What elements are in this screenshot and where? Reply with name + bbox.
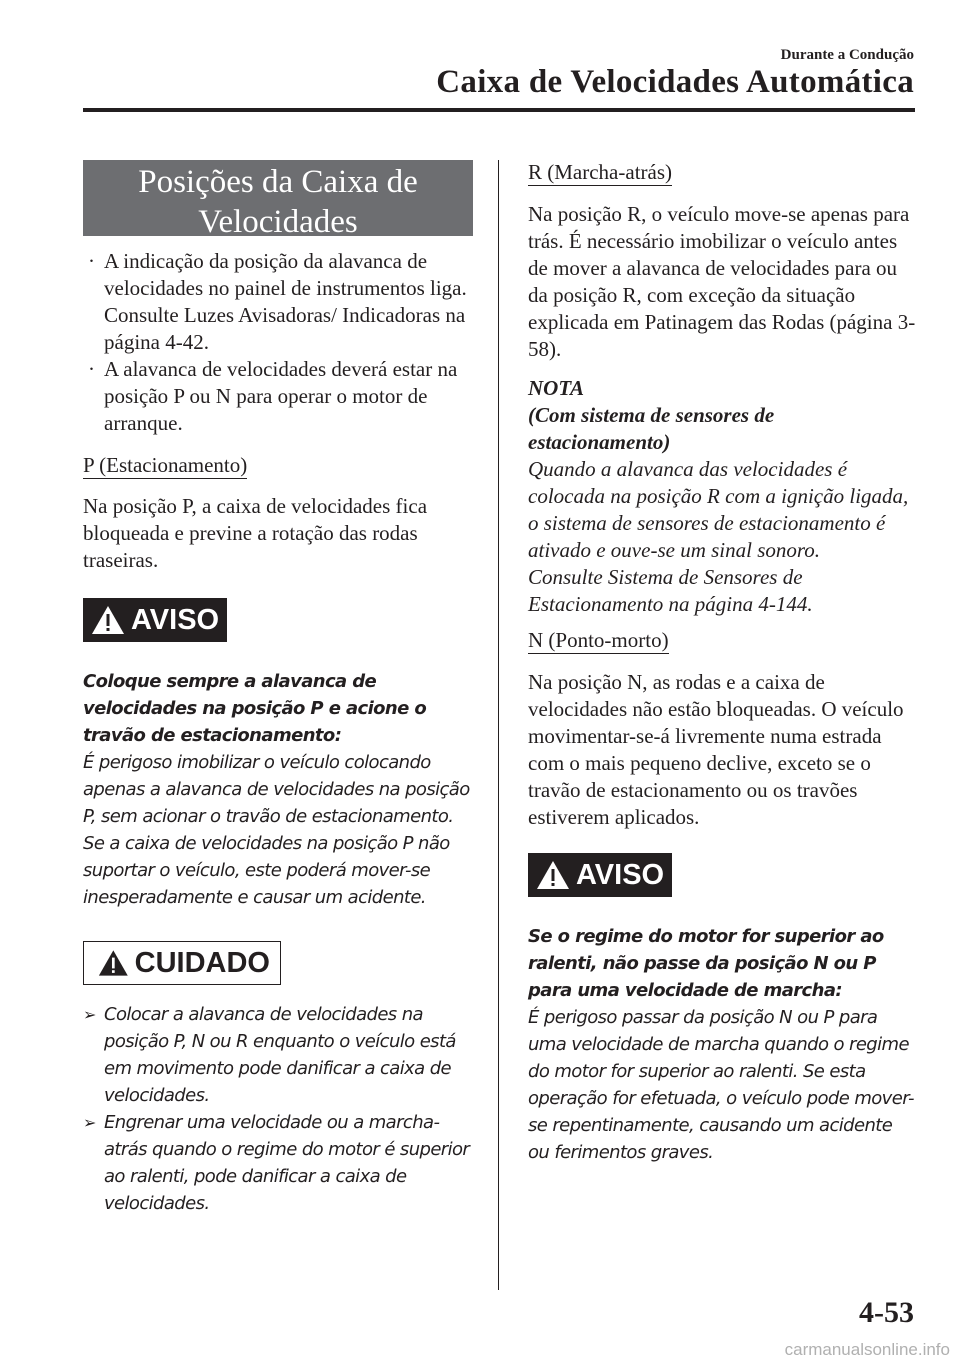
- caution-badge: CUIDADO: [83, 941, 281, 985]
- arrow-icon: ➢: [83, 1113, 96, 1132]
- list-item: · A alavanca de velocidades deverá estar na posição P ou N para operar o motor de arranque.: [88, 357, 458, 435]
- section-title-box: [83, 160, 473, 240]
- warning-triangle-icon: [98, 948, 129, 978]
- bullet-dot-icon: ·: [88, 357, 95, 381]
- warning-body: Coloque sempre a alavanca de velocidades na posição P e acione o travão de estacionamento: É perigoso imobilizar o veículo colocando apenas a alavanca de velocidades na posição P, sem acionar o travão de estacionamento. Se a caixa de velocidades na posição P não suportar o veículo, este poderá mover-se inesperadamente e causar um acidente.: [83, 671, 470, 908]
- r-body: Na posição R, o veículo move-se apenas para trás. É necessário imobilizar o veículo antes de mover a alavanca de velocidades para ou da posição R, com exceção da situação explicada em Patinagem das Rodas (página 3-58).: [528, 202, 916, 361]
- chapter-label: Durante a Condução: [780, 47, 914, 63]
- caution-list: [83, 1001, 473, 1217]
- warning-badge: AVISO: [83, 598, 227, 642]
- column-divider: [498, 160, 499, 1290]
- p-body: Na posição P, a caixa de velocidades fica bloqueada e previne a rotação das rodas traseiras.: [83, 494, 428, 572]
- r-heading: R (Marcha-atrás): [528, 160, 673, 184]
- note-label: NOTA: [528, 376, 585, 400]
- warning-triangle-icon: [536, 860, 570, 890]
- note-text-1: Quando a alavanca das velocidades é colocada na posição R com a ignição ligada, o sistema de sensores de estacionamento é ativado e ouve-se um sinal sonoro.: [528, 457, 909, 562]
- watermark: carmanualsonline.info: [784, 1340, 950, 1359]
- section-title-line2: Velocidades: [198, 204, 358, 240]
- warning-badge: AVISO: [528, 853, 672, 897]
- note-text-2: Consulte Sistema de Sensores de Estacionamento na página 4-144.: [528, 565, 813, 616]
- page-title: Caixa de Velocidades Automática: [436, 64, 914, 100]
- note-condition: (Com sistema de sensores de estacionamento): [528, 403, 775, 454]
- warning-body: Se o regime do motor for superior ao ralenti, não passe da posição N ou P para uma velocidade de marcha: É perigoso passar da posição N ou P para uma velocidade de marcha quando o regime do motor for superior ao ralenti. Se esta operação for efetuada, o veículo pode mover-se repentinamente, causando um acidente ou ferimentos graves.: [528, 926, 914, 1163]
- p-heading: P (Estacionamento): [83, 453, 248, 477]
- list-item: · A indicação da posição da alavanca de velocidades no painel de instrumentos liga. Consulte Luzes Avisadoras/ Indicadoras na página 4-42.: [88, 249, 467, 354]
- list-item: ➢ Colocar a alavanca de velocidades na posição P, N ou R enquanto o veículo está em movimento pode danificar a caixa de velocidades.: [83, 1001, 473, 1109]
- intro-bullets: [83, 248, 473, 437]
- n-heading: N (Ponto-morto): [528, 628, 669, 652]
- arrow-icon: ➢: [83, 1005, 96, 1024]
- section-title-line1: Posições da Caixa de: [138, 164, 418, 200]
- right-column: [528, 160, 918, 1166]
- note-block: [528, 375, 918, 618]
- warning-triangle-icon: [91, 605, 125, 635]
- bullet-dot-icon: ·: [88, 249, 95, 273]
- page-number: 4-53: [859, 1296, 914, 1329]
- n-body: Na posição N, as rodas e a caixa de velocidades não estão bloqueadas. O veículo movimentar-se-á livremente numa estrada com o mais pequeno declive, exceto se o travão de estacionamento ou os travões estiverem aplicados.: [528, 670, 904, 829]
- list-item: ➢ Engrenar uma velocidade ou a marcha-atrás quando o regime do motor é superior ao ralenti, pode danificar a caixa de velocidades.: [83, 1109, 473, 1217]
- header-rule: [83, 108, 915, 112]
- left-column: [83, 160, 473, 1217]
